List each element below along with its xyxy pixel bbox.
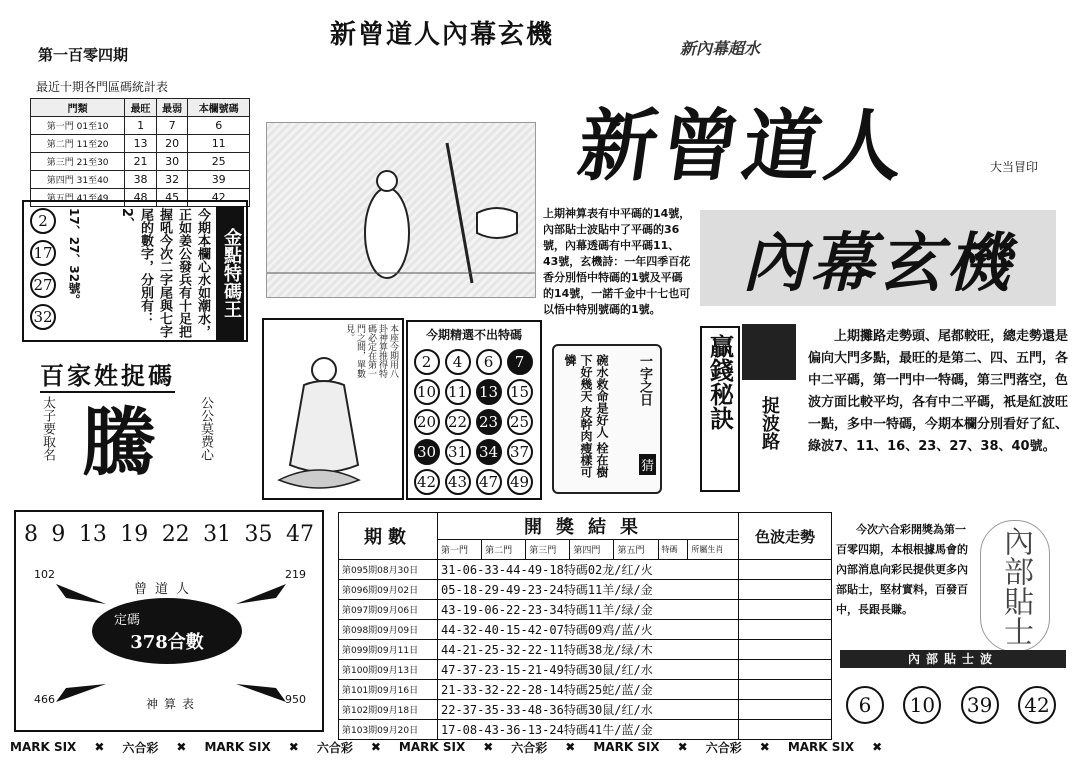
corner-number-tr: 219	[285, 568, 306, 581]
pick-number-ball: 10	[414, 379, 440, 405]
stats-max: 48	[125, 189, 157, 207]
stats-min: 30	[156, 153, 188, 171]
result-issue: 第097期09月06日	[339, 600, 438, 620]
tail-side-title: 金點特碼王	[216, 206, 244, 340]
insider-number-ball: 10	[903, 686, 941, 724]
tail-body-text: 今期本欄心水如潮水，正如姜公發兵有十足把握吼今次二字尾與七字尾的數字，分別有：2、	[119, 208, 210, 338]
stats-gate: 第五門 41至49	[31, 189, 125, 207]
fixed-code-numbers	[16, 512, 322, 547]
surname-poem-left: 太子要取名	[40, 396, 55, 461]
results-table	[338, 512, 832, 740]
result-values: 44-21-25-32-22-11特碼38龙/绿/木	[438, 640, 739, 660]
cross-icon: ✖	[94, 740, 105, 754]
stats-gate: 第二門 11至20	[31, 135, 125, 153]
fixed-code-number: 8	[24, 522, 38, 547]
surname-title: 百家姓捉碼	[40, 356, 175, 393]
stats-max: 1	[125, 117, 157, 135]
page-title: 新曾道人內幕玄機	[330, 20, 555, 50]
result-trend	[739, 720, 832, 740]
result-trend	[739, 680, 832, 700]
pick-number-ball: 25	[507, 409, 533, 435]
stats-num: 42	[188, 189, 250, 207]
pick-number-ball: 6	[476, 349, 502, 375]
pick-number-ball: 31	[445, 439, 471, 465]
corner-number-bl: 466	[34, 693, 55, 706]
corner-number-tl: 102	[34, 568, 55, 581]
cross-icon: ✖	[677, 740, 688, 754]
stats-gate: 第一門 01至10	[31, 117, 125, 135]
result-trend	[739, 580, 832, 600]
stats-max: 38	[125, 171, 157, 189]
insider-numbers	[846, 686, 1056, 724]
results-col-issue: 期數	[339, 513, 438, 560]
fixed-code-oval	[92, 598, 242, 664]
pick-number-ball: 42	[414, 469, 440, 495]
riddle-title: 一字之日	[637, 354, 652, 406]
stats-header: 門類	[31, 99, 125, 117]
brand-big-title: 新曾道人	[572, 101, 914, 192]
footer-item: 六合彩	[511, 740, 548, 755]
table-row	[339, 640, 832, 660]
goddess-drawing	[274, 340, 364, 496]
brand-sub-title	[700, 210, 1056, 306]
stats-header: 本欄號碼	[188, 99, 250, 117]
fisherman-illustration	[266, 122, 536, 298]
stats-gate: 第四門 31至40	[31, 171, 125, 189]
goddess-text: 本座今期用八卦神算推得特碼必定在第一門之間，單數見。	[344, 324, 398, 378]
cross-icon: ✖	[176, 740, 187, 754]
fixed-code-number: 47	[285, 522, 314, 547]
brand-sub-text: 內幕玄機	[742, 227, 1014, 301]
table-row	[339, 720, 832, 740]
result-trend	[739, 700, 832, 720]
result-values: 31-06-33-44-49-18特碼02龙/红/火	[438, 560, 739, 580]
result-trend	[739, 640, 832, 660]
footer-item: MARK SIX	[204, 740, 271, 754]
footer-item: MARK SIX	[787, 740, 855, 754]
cross-icon: ✖	[759, 740, 770, 754]
pick-number-ball: 43	[445, 469, 471, 495]
footer-item: MARK SIX	[10, 740, 77, 754]
win-money-panel	[700, 326, 740, 492]
table-row	[339, 580, 832, 600]
tail-numbers-column: 17、27、32號。	[67, 208, 81, 307]
pick-number-ball: 13	[476, 379, 502, 405]
result-values: 21-33-32-22-28-14特碼25蛇/蓝/金	[438, 680, 739, 700]
result-values: 22-37-35-33-48-36特碼30鼠/红/水	[438, 700, 739, 720]
fisherman-drawing	[267, 123, 535, 297]
issue-label: 第一百零四期	[38, 46, 129, 64]
cross-icon: ✖	[288, 740, 299, 754]
tail-numbers-box	[22, 200, 248, 342]
fixed-code-number: 9	[51, 522, 66, 547]
pick-number-ball: 22	[445, 409, 471, 435]
stats-max: 13	[125, 135, 157, 153]
footer-item: 六合彩	[122, 740, 159, 755]
insider-intro: 今次六合彩開獎為第一百零四期，本根根據馬會的內部消息向彩民提供更多內部貼士，堅材實料，百發百中，長跟長賺。	[836, 523, 968, 616]
sub-header: 第三門	[526, 540, 570, 560]
pick-number-ball: 49	[507, 469, 533, 495]
stats-header: 最旺	[125, 99, 157, 117]
riddle-scroll	[552, 344, 662, 494]
result-values: 43-19-06-22-23-34特碼11羊/绿/金	[438, 600, 739, 620]
result-trend	[739, 620, 832, 640]
corner-number-br: 950	[285, 693, 306, 706]
stats-max: 21	[125, 153, 157, 171]
sub-header: 特碼	[658, 540, 688, 560]
table-row	[339, 680, 832, 700]
circled-number: 2	[30, 208, 56, 234]
footer-item: MARK SIX	[398, 740, 466, 754]
table-row	[31, 171, 250, 189]
result-values: 17-08-43-36-13-24特碼41牛/蓝/金	[438, 720, 739, 740]
fixed-code-label: 定碼	[114, 612, 141, 628]
pick-number-ball: 37	[507, 439, 533, 465]
pick-number-ball: 30	[414, 439, 440, 465]
previous-summary-text: 上期神算表有中平碼的14號，內部貼士波貼中了平碼的36號，內幕透碼有中平碼11、43號，玄機詩：一年四季百花香分別悟中特碼的1號及平碼的14號，一諾千金中十七也可以悟中特別號碼的1號。	[543, 207, 691, 316]
stats-num: 25	[188, 153, 250, 171]
result-values: 44-32-40-15-42-07特碼09鸡/蓝/火	[438, 620, 739, 640]
pick-number-ball: 23	[476, 409, 502, 435]
fixed-code-value: 378合數	[130, 631, 204, 653]
table-row	[339, 700, 832, 720]
result-issue: 第098期09月09日	[339, 620, 438, 640]
insider-number-ball: 42	[1018, 686, 1056, 724]
pick-number-ball: 20	[414, 409, 440, 435]
table-row	[339, 620, 832, 640]
result-trend	[739, 600, 832, 620]
sub-header: 第五門	[614, 540, 658, 560]
special-pick-panel	[406, 320, 542, 500]
circled-number: 32	[30, 304, 56, 330]
table-row	[339, 600, 832, 620]
cross-icon: ✖	[483, 740, 494, 754]
sub-header: 所屬生肖	[688, 540, 739, 560]
insider-band: 內部貼士波	[840, 650, 1066, 668]
table-row	[339, 560, 832, 580]
result-issue: 第100期09月13日	[339, 660, 438, 680]
footer-item: MARK SIX	[593, 740, 660, 754]
footer-banner	[10, 738, 1070, 756]
cross-icon: ✖	[872, 740, 883, 754]
cross-icon: ✖	[370, 740, 381, 754]
fixed-code-top-label: 曾道人	[134, 582, 198, 597]
fixed-code-number: 31	[203, 522, 232, 547]
result-issue: 第096期09月02日	[339, 580, 438, 600]
win-money-body: 上期攤路走勢頭、尾都較旺，總走勢還是偏向大門多點，最旺的是第二、四、五門，各中二平碼，第一門中一特碼，第三門落空，色波方面比較平均，各有中二平碼，衹是紅波旺一點，多中一特碼，今期本欄分別看好了紅、綠波7、11、16、23、27、38、40號。	[808, 329, 1069, 454]
riddle-poem: 碗水救命是好人 栓在樹下好幾天 皮幹肉瘦樣可憐	[563, 354, 609, 479]
pick-number-ball: 7	[507, 349, 533, 375]
result-trend	[739, 560, 832, 580]
stats-gate: 第三門 21至30	[31, 153, 125, 171]
results-col-trend: 色波走勢	[739, 513, 832, 560]
result-issue: 第103期09月20日	[339, 720, 438, 740]
cross-icon: ✖	[565, 740, 576, 754]
surname-big-char: 騰	[82, 400, 156, 486]
special-pick-title: 今期精選不出特碼	[425, 328, 522, 342]
corner-label: 新內幕超水	[680, 39, 761, 58]
pick-number-ball: 34	[476, 439, 502, 465]
footer-item: 六合彩	[705, 740, 742, 755]
circled-number: 27	[30, 272, 56, 298]
sub-header: 第四門	[570, 540, 614, 560]
win-money-title: 贏錢秘訣	[705, 334, 734, 430]
result-issue: 第099期09月11日	[339, 640, 438, 660]
pick-number-ball: 11	[445, 379, 471, 405]
footer-item: 六合彩	[316, 740, 353, 755]
special-pick-grid	[408, 349, 540, 495]
circled-number: 17	[30, 240, 56, 266]
fixed-code-number: 13	[78, 522, 107, 547]
stats-table	[30, 98, 250, 207]
sub-header: 第二門	[482, 540, 526, 560]
stats-min: 32	[156, 171, 188, 189]
pick-number-ball: 47	[476, 469, 502, 495]
stats-min: 45	[156, 189, 188, 207]
table-row	[31, 135, 250, 153]
stats-min: 20	[156, 135, 188, 153]
portrait-photo	[742, 324, 796, 380]
riddle-note: 猜	[639, 454, 656, 475]
result-values: 47-37-23-15-21-49特碼30鼠/红/水	[438, 660, 739, 680]
result-issue: 第101期09月16日	[339, 680, 438, 700]
fixed-code-number: 19	[120, 522, 149, 547]
insider-big-title: 內部貼士	[980, 520, 1050, 652]
pick-number-ball: 4	[445, 349, 471, 375]
stats-header: 最弱	[156, 99, 188, 117]
stats-num: 11	[188, 135, 250, 153]
insider-number-ball: 6	[846, 686, 884, 724]
insider-number-ball: 39	[961, 686, 999, 724]
pick-number-ball: 2	[414, 349, 440, 375]
result-trend	[739, 660, 832, 680]
pick-number-ball: 15	[507, 379, 533, 405]
stats-num: 39	[188, 171, 250, 189]
fixed-code-number: 35	[244, 522, 273, 547]
fixed-code-bottom-label: 神算表	[146, 697, 201, 711]
win-money-sub: 捉波路	[759, 396, 780, 450]
goddess-panel	[262, 318, 404, 500]
surname-poem-right: 公公莫费心	[198, 396, 213, 461]
fixed-code-panel	[14, 510, 324, 732]
fixed-code-number: 22	[161, 522, 190, 547]
stats-min: 7	[156, 117, 188, 135]
results-col-result: 開獎結果	[438, 513, 739, 540]
brand-tag: 大当冒印	[990, 160, 1039, 174]
table-row	[31, 153, 250, 171]
result-issue: 第095期08月30日	[339, 560, 438, 580]
stats-caption: 最近十期各門區碼統計表	[36, 80, 169, 94]
table-row	[339, 660, 832, 680]
table-row	[31, 117, 250, 135]
stats-num: 6	[188, 117, 250, 135]
result-issue: 第102期09月18日	[339, 700, 438, 720]
sub-header: 第一門	[438, 540, 482, 560]
result-values: 05-18-29-49-23-24特碼11羊/绿/金	[438, 580, 739, 600]
